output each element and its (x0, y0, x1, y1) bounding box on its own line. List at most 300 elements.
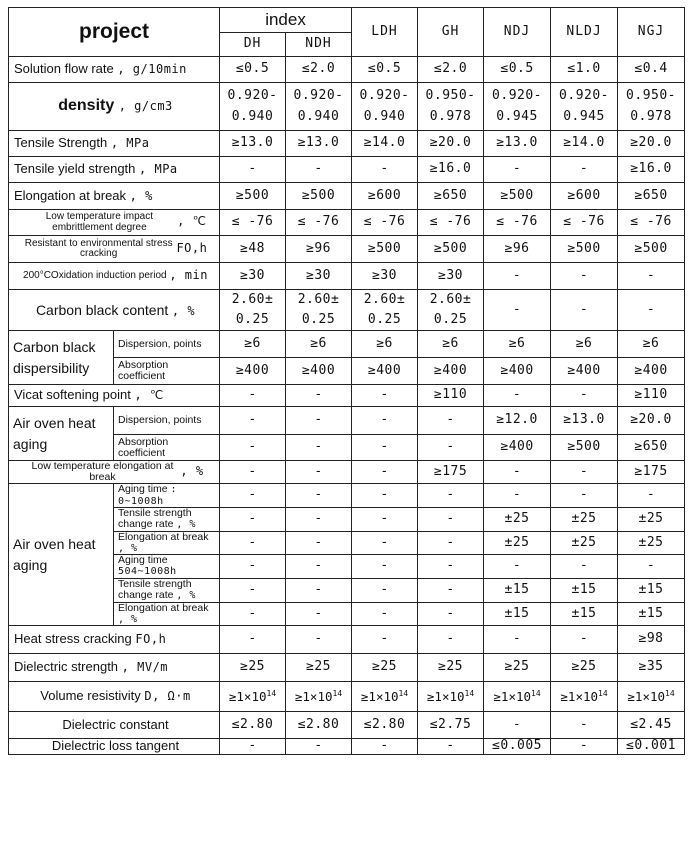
value-cell: - (551, 555, 618, 579)
sub-label-text: Tensile strength change rate (118, 578, 192, 602)
value-cell: ≥20.0 (418, 131, 484, 157)
vr-base: ≥1×10 (493, 689, 532, 705)
value-cell: - (220, 461, 286, 484)
value-cell: ≤ -76 (418, 210, 484, 236)
value-cell: - (418, 626, 484, 654)
row-label-unit: , % (171, 303, 196, 318)
value-cell: - (418, 578, 484, 602)
value-cell: ≥500 (618, 236, 685, 263)
vr-base: ≥1×10 (360, 689, 399, 705)
value-line: 0.940 (231, 108, 274, 124)
value-cell: ≥20.0 (618, 131, 685, 157)
value-cell: - (484, 484, 551, 508)
value-line: 0.940 (297, 108, 340, 124)
value-cell: - (551, 739, 618, 755)
value-cell: - (418, 484, 484, 508)
vr-base: ≥1×10 (627, 689, 666, 705)
project-header: project (9, 8, 220, 57)
row-label-text: density (58, 97, 115, 115)
value-cell: - (352, 407, 418, 435)
value-cell: - (551, 712, 618, 739)
value-cell (220, 83, 286, 131)
value-cell: ≤1.0 (551, 57, 618, 83)
value-cell: ≥600 (551, 183, 618, 210)
group-label: Carbon black dispersibility (9, 331, 114, 385)
value-cell: ≤ -76 (551, 210, 618, 236)
vr-exp: 14 (332, 689, 343, 699)
row-label-unit: , MPa (110, 136, 150, 151)
row-label (9, 654, 220, 682)
row-label (9, 682, 220, 712)
value-cell: - (352, 555, 418, 579)
value-cell: - (286, 461, 352, 484)
value-cell: ≥25 (220, 654, 286, 682)
sub-label-unit: : 0~1008h (118, 484, 178, 507)
value-cell: - (286, 602, 352, 626)
value-cell: - (286, 407, 352, 435)
row-label (9, 131, 220, 157)
value-cell: ≤2.45 (618, 712, 685, 739)
table-row (9, 157, 685, 183)
value-cell: ≥6 (220, 331, 286, 358)
table-row (9, 236, 685, 263)
vr-base: ≥1×10 (426, 689, 465, 705)
vr-exp: 14 (531, 689, 541, 699)
sub-label-unit: 504~1008h (118, 566, 177, 578)
value-cell: ±15 (484, 578, 551, 602)
value-cell: ≥110 (618, 385, 685, 407)
value-cell: - (352, 578, 418, 602)
value-cell: - (618, 290, 685, 331)
value-line: 0.950- (626, 88, 677, 104)
col-header-ndh: NDH (286, 33, 352, 57)
value-cell (352, 290, 418, 331)
value-cell: - (484, 712, 551, 739)
value-cell: - (551, 385, 618, 407)
value-cell: ≥400 (484, 358, 551, 385)
value-cell: ≥175 (618, 461, 685, 484)
value-cell: ±25 (551, 531, 618, 555)
value-cell: ≥400 (286, 358, 352, 385)
value-cell: ≥650 (618, 183, 685, 210)
col-header-nldj: NLDJ (551, 8, 618, 57)
row-label-text: Elongation at break (14, 187, 127, 203)
value-cell: - (220, 555, 286, 579)
value-cell: ≥12.0 (484, 407, 551, 435)
value-cell: - (551, 626, 618, 654)
value-cell: - (220, 435, 286, 461)
row-label-text: Dielectric constant (62, 716, 169, 732)
row-label (9, 626, 220, 654)
row-label-text: Carbon black content (35, 301, 169, 318)
row-label-unit: FO,h (176, 240, 208, 255)
sub-label (114, 602, 220, 626)
value-cell: - (418, 508, 484, 532)
value-cell: ≤2.0 (418, 57, 484, 83)
value-cell: ≥175 (418, 461, 484, 484)
value-cell: - (220, 578, 286, 602)
row-label (9, 263, 220, 290)
row-label (9, 183, 220, 210)
sub-label-text: Aging time (118, 554, 168, 567)
value-cell: - (352, 739, 418, 755)
value-cell (286, 682, 352, 712)
value-cell (418, 290, 484, 331)
properties-table (8, 7, 685, 755)
value-line: 0.920- (359, 88, 410, 104)
table-row (9, 712, 685, 739)
value-cell: ≥25 (286, 654, 352, 682)
value-cell: - (418, 435, 484, 461)
value-cell: ≥96 (484, 236, 551, 263)
row-label (9, 57, 220, 83)
value-cell: - (220, 602, 286, 626)
value-cell: - (352, 385, 418, 407)
value-cell: ≥25 (352, 654, 418, 682)
value-cell: ≥400 (352, 358, 418, 385)
value-line: 0.25 (301, 312, 336, 328)
row-label-unit: D, Ω·m (144, 689, 191, 704)
row-label-text: Tensile Strength (14, 135, 108, 151)
value-cell: ≥400 (418, 358, 484, 385)
value-cell: ≤2.75 (418, 712, 484, 739)
value-cell: ±25 (618, 508, 685, 532)
row-label-unit: , % (180, 464, 204, 479)
value-cell: - (220, 626, 286, 654)
value-cell: - (618, 555, 685, 579)
sub-label-text: Absorption coefficient (118, 359, 169, 383)
row-label-text: Dielectric strength (14, 659, 119, 675)
value-cell: - (551, 157, 618, 183)
table-row (9, 131, 685, 157)
group-label: Air oven heat aging (9, 407, 114, 461)
row-label-text: Tensile yield strength (14, 161, 136, 177)
value-cell (418, 682, 484, 712)
value-cell: - (220, 739, 286, 755)
table-row (9, 210, 685, 236)
value-cell: - (220, 385, 286, 407)
value-cell: - (286, 739, 352, 755)
value-cell: - (220, 508, 286, 532)
table-row (9, 739, 685, 755)
value-cell: - (352, 157, 418, 183)
value-cell: - (484, 290, 551, 331)
value-cell: ±15 (551, 602, 618, 626)
value-cell: - (286, 508, 352, 532)
sub-label-text: Aging time (118, 483, 168, 496)
sub-label (114, 531, 220, 555)
value-cell: - (618, 484, 685, 508)
value-cell: ≤2.0 (286, 57, 352, 83)
value-line: 0.945 (563, 108, 605, 124)
value-cell (286, 83, 352, 131)
row-label (9, 712, 220, 739)
vr-exp: 14 (464, 689, 475, 699)
row-label-text: Dielectric loss tangent (51, 738, 180, 754)
sub-label-unit: , % (176, 519, 196, 531)
value-cell: - (352, 508, 418, 532)
value-line: 0.978 (429, 108, 472, 124)
value-cell: - (286, 484, 352, 508)
vr-exp: 14 (598, 689, 608, 699)
value-cell: ≥6 (551, 331, 618, 358)
table-row (9, 654, 685, 682)
row-label (9, 236, 220, 263)
sub-label (114, 555, 220, 579)
value-cell: ≥30 (286, 263, 352, 290)
value-cell: ≥98 (618, 626, 685, 654)
row-label-unit: , ℃ (134, 388, 164, 403)
sub-label (114, 407, 220, 435)
sub-label (114, 331, 220, 358)
table-row (9, 407, 685, 435)
row-label-text: Low temperature impact embrittlement degree (45, 211, 154, 233)
value-cell: - (286, 531, 352, 555)
row-label-unit: FO,h (135, 632, 167, 647)
value-line: 0.25 (367, 312, 402, 328)
value-cell: ≥30 (418, 263, 484, 290)
value-cell: ≥6 (618, 331, 685, 358)
value-cell (484, 682, 551, 712)
value-cell: ≤ -76 (352, 210, 418, 236)
sub-label-text: Dispersion, points (118, 414, 202, 427)
value-cell: - (220, 157, 286, 183)
value-cell: ≤0.5 (484, 57, 551, 83)
sub-label (114, 578, 220, 602)
value-cell: - (220, 531, 286, 555)
value-cell: ≥25 (484, 654, 551, 682)
value-cell: ≤2.80 (286, 712, 352, 739)
value-cell: ≥400 (220, 358, 286, 385)
row-label (9, 461, 220, 484)
value-cell: - (618, 263, 685, 290)
row-label-unit: , MV/m (121, 660, 169, 675)
sub-label (114, 508, 220, 532)
value-cell: ≤ -76 (484, 210, 551, 236)
row-label-text: Volume resistivity (40, 688, 141, 704)
col-header-ldh: LDH (352, 8, 418, 57)
vr-exp: 14 (398, 689, 409, 699)
value-cell: ≥13.0 (220, 131, 286, 157)
value-cell: ≥400 (551, 358, 618, 385)
sub-label-text: Elongation at break (118, 602, 209, 614)
group-label: Air oven heat aging (9, 484, 114, 626)
value-line: 2.60± (429, 292, 472, 307)
value-cell: ≥500 (352, 236, 418, 263)
value-line: 0.920- (293, 88, 344, 104)
value-cell: - (286, 435, 352, 461)
vr-base: ≥1×10 (560, 689, 599, 705)
value-cell: - (352, 461, 418, 484)
table-row (9, 263, 685, 290)
value-cell: ±15 (618, 602, 685, 626)
value-cell: ≤2.80 (352, 712, 418, 739)
value-cell: - (484, 263, 551, 290)
row-label-unit: , % (129, 188, 153, 203)
value-cell: - (352, 626, 418, 654)
row-label-text: Heat stress cracking (14, 631, 132, 647)
sub-label-text: Absorption coefficient (118, 435, 169, 459)
value-cell: ≥20.0 (618, 407, 685, 435)
value-cell: ≥48 (220, 236, 286, 263)
value-line: 0.945 (496, 108, 538, 124)
value-cell: - (286, 555, 352, 579)
sub-label-unit: , % (118, 542, 138, 554)
value-cell: ≥400 (618, 358, 685, 385)
value-cell: - (418, 407, 484, 435)
value-cell: ≥6 (352, 331, 418, 358)
value-cell: ≥96 (286, 236, 352, 263)
value-cell: ≥500 (551, 236, 618, 263)
value-cell: ≤0.5 (220, 57, 286, 83)
value-cell: - (418, 739, 484, 755)
vr-exp: 14 (266, 689, 277, 699)
row-label-unit: , g/cm3 (118, 99, 173, 114)
value-cell: - (220, 407, 286, 435)
table-row (9, 183, 685, 210)
value-cell: - (551, 263, 618, 290)
table-row (9, 331, 685, 358)
value-cell (220, 290, 286, 331)
value-line: 2.60± (363, 292, 406, 307)
sub-label-unit: , % (118, 613, 138, 625)
value-cell: ≥6 (484, 331, 551, 358)
value-cell: ±25 (484, 508, 551, 532)
value-cell: - (352, 484, 418, 508)
row-label-text: Resistant to environmental stress cracking (24, 237, 173, 259)
value-cell: - (418, 555, 484, 579)
value-cell: ≥13.0 (551, 407, 618, 435)
table-row (9, 626, 685, 654)
value-cell: ≤0.5 (352, 57, 418, 83)
value-cell: - (418, 531, 484, 555)
value-cell: ≥500 (220, 183, 286, 210)
value-line: 2.60± (231, 292, 274, 307)
value-cell: - (484, 157, 551, 183)
vr-base: ≥1×10 (294, 689, 333, 705)
value-cell: ≥14.0 (551, 131, 618, 157)
table-row (9, 290, 685, 331)
value-cell (618, 83, 685, 131)
value-cell: ≥30 (220, 263, 286, 290)
value-cell (352, 682, 418, 712)
value-cell: ±15 (484, 602, 551, 626)
value-line: 0.920- (227, 88, 278, 104)
value-cell: - (484, 461, 551, 484)
value-line: 0.25 (433, 312, 468, 328)
value-line: 0.920- (559, 88, 610, 104)
col-header-ngj: NGJ (618, 8, 685, 57)
value-cell (551, 83, 618, 131)
value-cell: ≥13.0 (286, 131, 352, 157)
value-cell (352, 83, 418, 131)
value-cell: ≥6 (286, 331, 352, 358)
value-cell: ±15 (551, 578, 618, 602)
value-cell (220, 682, 286, 712)
value-cell: ≥500 (286, 183, 352, 210)
row-label-unit: , g/10min (117, 62, 187, 77)
value-cell: - (551, 461, 618, 484)
table-row (9, 57, 685, 83)
table-row (9, 385, 685, 407)
table-row (9, 682, 685, 712)
value-cell: ≥110 (418, 385, 484, 407)
value-cell: - (286, 626, 352, 654)
value-cell: ≥25 (418, 654, 484, 682)
col-header-dh: DH (220, 33, 286, 57)
row-label-text: Solution flow rate (14, 61, 114, 77)
col-header-gh: GH (418, 8, 484, 57)
value-line: 0.25 (235, 312, 270, 328)
sub-label (114, 358, 220, 385)
value-cell: ≥13.0 (484, 131, 551, 157)
value-cell: ≤0.001 (618, 739, 685, 755)
value-cell: ≤0.005 (484, 739, 551, 755)
value-cell: - (551, 290, 618, 331)
value-cell: ≥6 (418, 331, 484, 358)
row-label (9, 739, 220, 755)
value-cell: - (418, 602, 484, 626)
row-label-text: Low temperature elongation at break (31, 460, 174, 484)
value-cell: ≤ -76 (286, 210, 352, 236)
value-cell (551, 682, 618, 712)
value-cell: ≥650 (618, 435, 685, 461)
value-line: 0.950- (425, 88, 476, 104)
row-label (9, 157, 220, 183)
table-row (9, 484, 685, 508)
value-cell (484, 83, 551, 131)
value-cell: ≥35 (618, 654, 685, 682)
value-line: 0.940 (363, 108, 406, 124)
value-line: 0.978 (630, 108, 672, 124)
sub-label-text: Dispersion, points (118, 337, 202, 350)
vr-base: ≥1×10 (228, 689, 267, 705)
sub-label-text: Elongation at break (118, 531, 209, 543)
sub-label (114, 484, 220, 508)
value-cell: - (220, 484, 286, 508)
value-cell: - (352, 602, 418, 626)
index-header: index (220, 8, 352, 33)
row-label-unit: , ℃ (177, 214, 207, 229)
sub-label (114, 435, 220, 461)
value-cell: - (484, 555, 551, 579)
row-label-text: Vicat softening point (14, 387, 131, 403)
row-label-text: 200°COxidation induction period (23, 270, 167, 282)
row-label (9, 83, 220, 131)
table-row (9, 461, 685, 484)
table-row (9, 83, 685, 131)
row-label-unit: , min (169, 268, 208, 283)
value-cell: ±25 (551, 508, 618, 532)
col-header-ndj: NDJ (484, 8, 551, 57)
value-cell: ≤2.80 (220, 712, 286, 739)
row-label (9, 210, 220, 236)
value-cell: ±25 (484, 531, 551, 555)
value-cell: ≥16.0 (418, 157, 484, 183)
value-cell: ≥500 (551, 435, 618, 461)
value-cell: ≥14.0 (352, 131, 418, 157)
vr-exp: 14 (665, 689, 675, 699)
value-cell: - (286, 385, 352, 407)
value-cell: ≥400 (484, 435, 551, 461)
value-cell: - (286, 157, 352, 183)
value-cell: - (551, 484, 618, 508)
value-cell: ≥600 (352, 183, 418, 210)
value-cell: - (352, 435, 418, 461)
row-label (9, 385, 220, 407)
row-label (9, 290, 220, 331)
value-cell: ≥30 (352, 263, 418, 290)
